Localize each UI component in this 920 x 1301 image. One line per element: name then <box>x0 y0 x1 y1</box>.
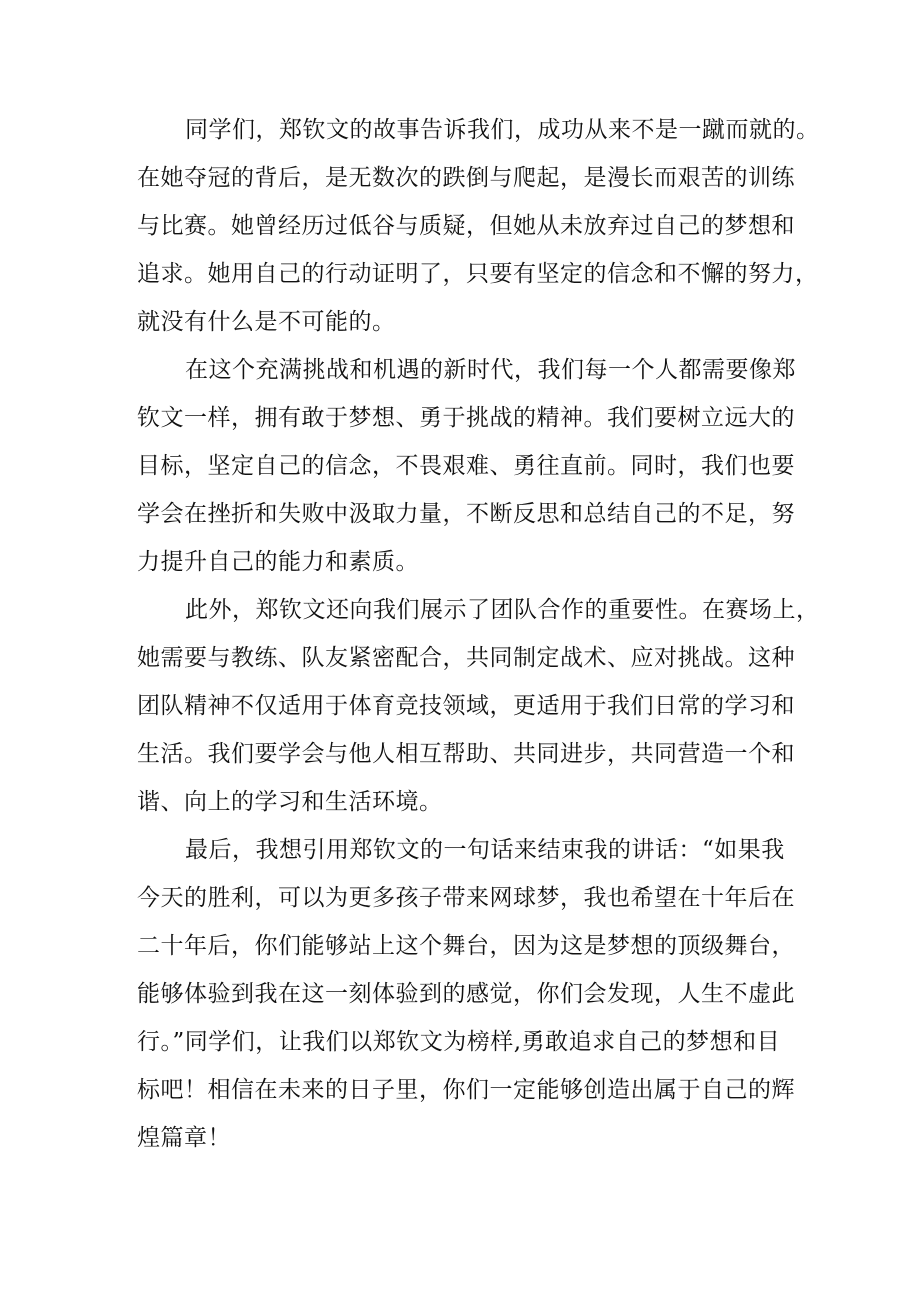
paragraph-line: 二十年后，你们能够站上这个舞台，因为这是梦想的顶级舞台， <box>137 933 795 959</box>
paragraph-line: 能够体验到我在这一刻体验到的感觉，你们会发现，人生不虚此 <box>137 981 795 1007</box>
paragraph-line: 在这个充满挑战和机遇的新时代，我们每一个人都需要像郑 <box>185 357 796 383</box>
paragraph-line: 与比赛。她曾经历过低谷与质疑，但她从未放弃过自己的梦想和 <box>137 213 795 239</box>
paragraph-line: 此外，郑钦文还向我们展示了团队合作的重要性。在赛场上， <box>185 597 820 623</box>
paragraph-line: 就没有什么是不可能的。 <box>137 309 396 335</box>
paragraph-line: 最后，我想引用郑钦文的一句话来结束我的讲话：“如果我 <box>185 837 785 863</box>
paragraph-line: 钦文一样，拥有敢于梦想、勇于挑战的精神。我们要树立远大的 <box>137 405 795 431</box>
paragraph-line: 目标，坚定自己的信念，不畏艰难、勇往直前。同时，我们也要 <box>137 453 795 479</box>
paragraph-line: 行。”同学们，让我们以郑钦文为榜样,勇敢追求自己的梦想和目 <box>137 1029 781 1055</box>
paragraph-line: 谐、向上的学习和生活环境。 <box>137 789 443 815</box>
paragraph-line: 煌篇章！ <box>137 1125 231 1151</box>
paragraph-2 <box>137 346 837 586</box>
paragraph-line: 她需要与教练、队友紧密配合，共同制定战术、应对挑战。这种 <box>137 645 795 671</box>
paragraph-1 <box>137 106 837 346</box>
paragraph-line: 今天的胜利，可以为更多孩子带来网球梦，我也希望在十年后在 <box>137 885 795 911</box>
paragraph-line: 力提升自己的能力和素质。 <box>137 549 419 575</box>
paragraph-line: 在她夺冠的背后，是无数次的跌倒与爬起，是漫长而艰苦的训练 <box>137 165 795 191</box>
paragraph-line: 追求。她用自己的行动证明了，只要有坚定的信念和不懈的努力， <box>137 261 819 287</box>
paragraph-line: 团队精神不仅适用于体育竞技领域，更适用于我们日常的学习和 <box>137 693 795 719</box>
paragraph-line: 标吧！相信在未来的日子里，你们一定能够创造出属于自己的辉 <box>137 1077 795 1103</box>
paragraph-4 <box>137 826 837 1162</box>
paragraph-3 <box>137 586 837 826</box>
paragraph-line: 生活。我们要学会与他人相互帮助、共同进步，共同营造一个和 <box>137 741 795 767</box>
paragraph-line: 学会在挫折和失败中汲取力量，不断反思和总结自己的不足，努 <box>137 501 795 527</box>
document-body <box>137 106 837 1162</box>
paragraph-line: 同学们，郑钦文的故事告诉我们，成功从来不是一蹴而就的。 <box>185 117 820 143</box>
